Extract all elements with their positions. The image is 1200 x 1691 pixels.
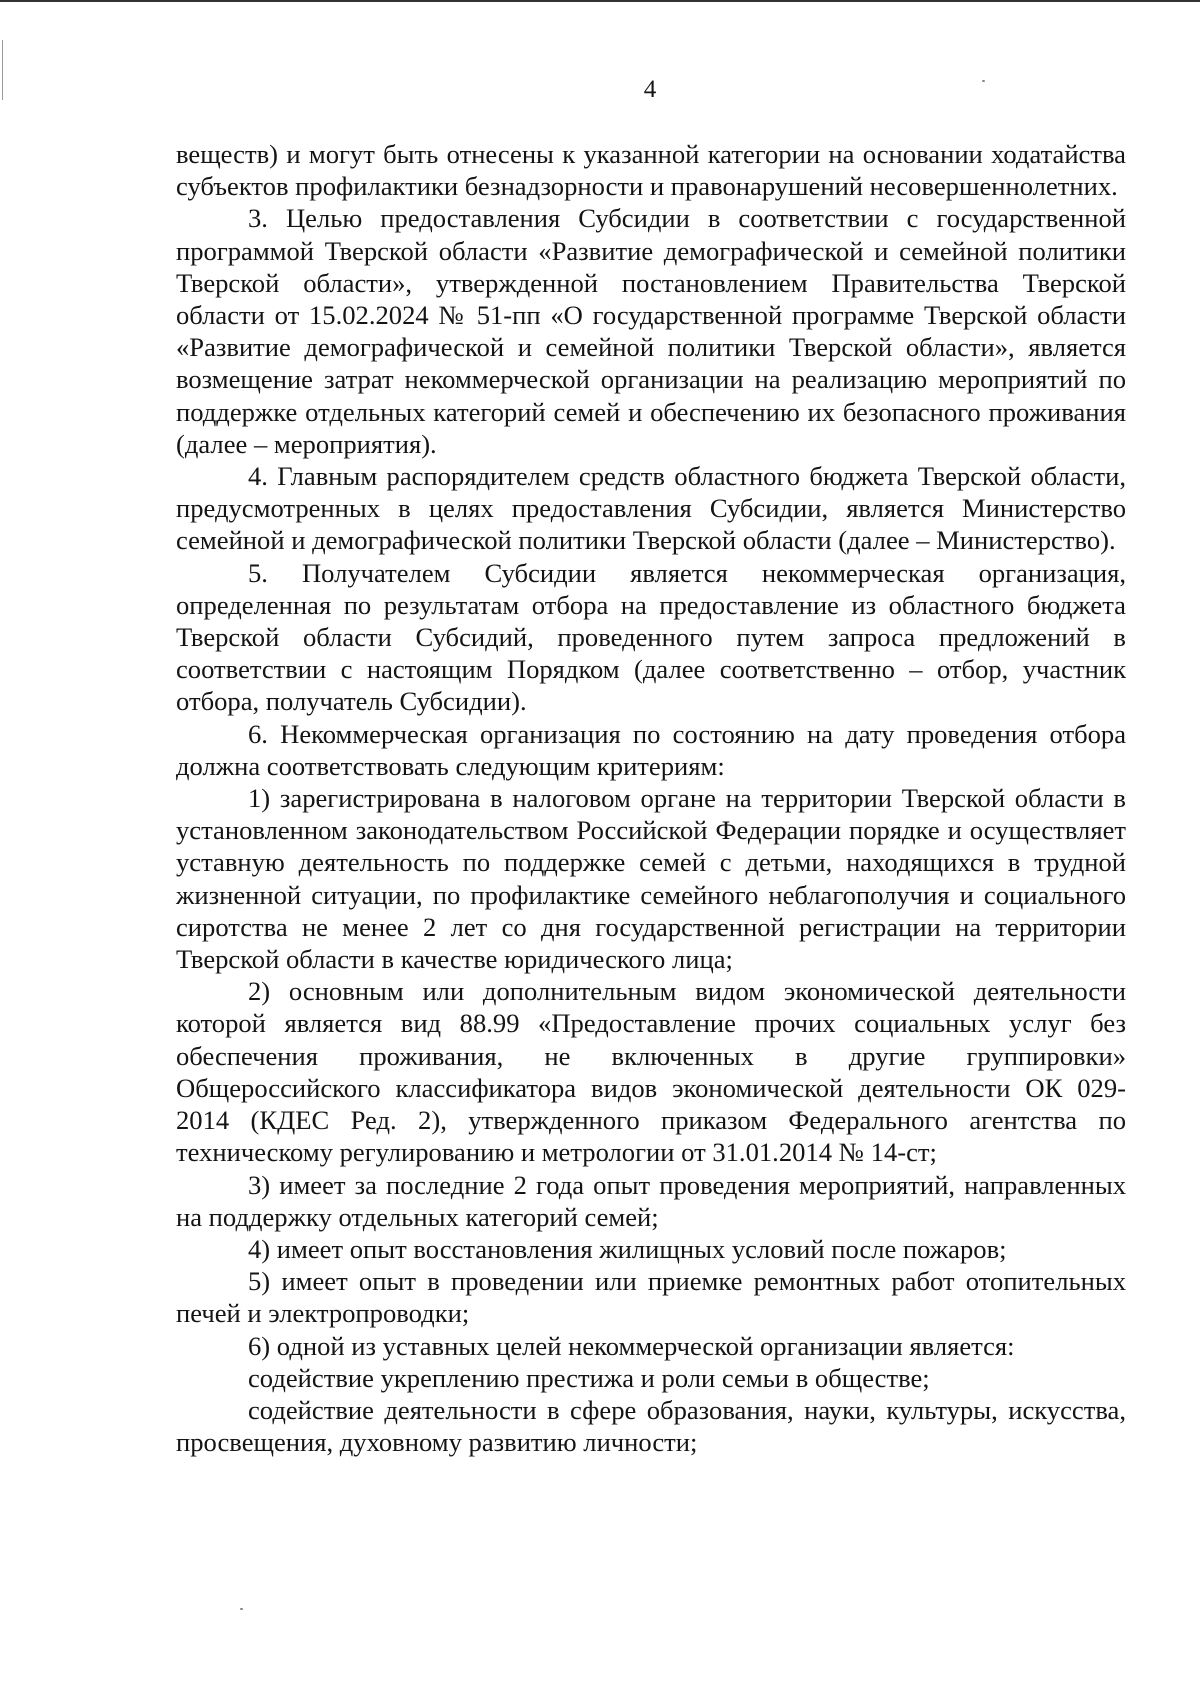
paragraph-clause-6: 6. Некоммерческая организация по состоянию на дату проведения отбора должна соответствовать следующим критериям:: [176, 718, 1126, 781]
scan-top-border: [0, 0, 1200, 2]
document-body: [176, 138, 1126, 1458]
scan-speck: [240, 1608, 243, 1610]
scan-speck: [982, 80, 985, 82]
paragraph-clause-3: 3. Целью предоставления Субсидии в соответствии с государственной программой Тверской области «Развитие демографической и семейной политики Тверской области», утвержденной постановлением Правительства Тверской области от 15.02.2024 № 51-пп «О государственной программе Тверской области «Развитие демографической и семейной политики Тверской области», является возмещение затрат некоммерческой организации на реализацию мероприятий по поддержке отдельных категорий семей и обеспечению их безопасного проживания (далее – мероприятия).: [176, 203, 1126, 459]
page-number: 4: [643, 76, 657, 103]
criterion-4: 4) имеет опыт восстановления жилищных условий после пожаров;: [248, 1233, 1007, 1264]
criterion-6-item-1: содействие укреплению престижа и роли семьи в обществе;: [248, 1362, 930, 1393]
criterion-1: 1) зарегистрирована в налоговом органе на территории Тверской области в установленном законодательством Российской Федерации порядке и осуществляет уставную деятельность по поддержке семей с детьми, находящихся в трудной жизненной ситуации, по профилактике семейного неблагополучия и социального сиротства не менее 2 лет со дня государственной регистрации на территории Тверской области в качестве юридического лица;: [176, 783, 1126, 975]
criterion-6-item-2: содействие деятельности в сфере образования, науки, культуры, искусства, просвещения, духовному развитию личности;: [176, 1394, 1126, 1458]
criterion-5: 5) имеет опыт в проведении или приемке ремонтных работ отопительных печей и электропроводки;: [176, 1266, 1126, 1329]
paragraph-clause-5: 5. Получателем Субсидии является некоммерческая организация, определенная по результатам отбора на предоставление из областного бюджета Тверской области Субсидий, проведенного путем запроса предложений в соответствии с настоящим Порядком (далее соответственно – отбор, участник отбора, получатель Субсидии).: [176, 557, 1126, 717]
criterion-2: 2) основным или дополнительным видом экономической деятельности которой является вид 88.99 «Предоставление прочих социальных услуг без обеспечения проживания, не включенных в другие группировки» Общероссийского классификатора видов экономической деятельности ОК 029-2014 (КДЕС Ред. 2), утвержденного приказом Федерального агентства по техническому регулированию и метрологии от 31.01.2014 № 14-ст;: [176, 976, 1126, 1168]
criterion-3: 3) имеет за последние 2 года опыт проведения мероприятий, направленных на поддержку отдельных категорий семей;: [176, 1169, 1126, 1232]
paragraph-continuation: веществ) и могут быть отнесены к указанной категории на основании ходатайства субъектов профилактики безнадзорности и правонарушений несовершеннолетних.: [176, 139, 1126, 202]
paragraph-clause-4: 4. Главным распорядителем средств областного бюджета Тверской области, предусмотренных в целях предоставления Субсидии, является Министерство семейной и демографической политики Тверской области (далее – Министерство).: [176, 461, 1126, 556]
criterion-6: 6) одной из уставных целей некоммерческой организации является:: [248, 1330, 1015, 1361]
